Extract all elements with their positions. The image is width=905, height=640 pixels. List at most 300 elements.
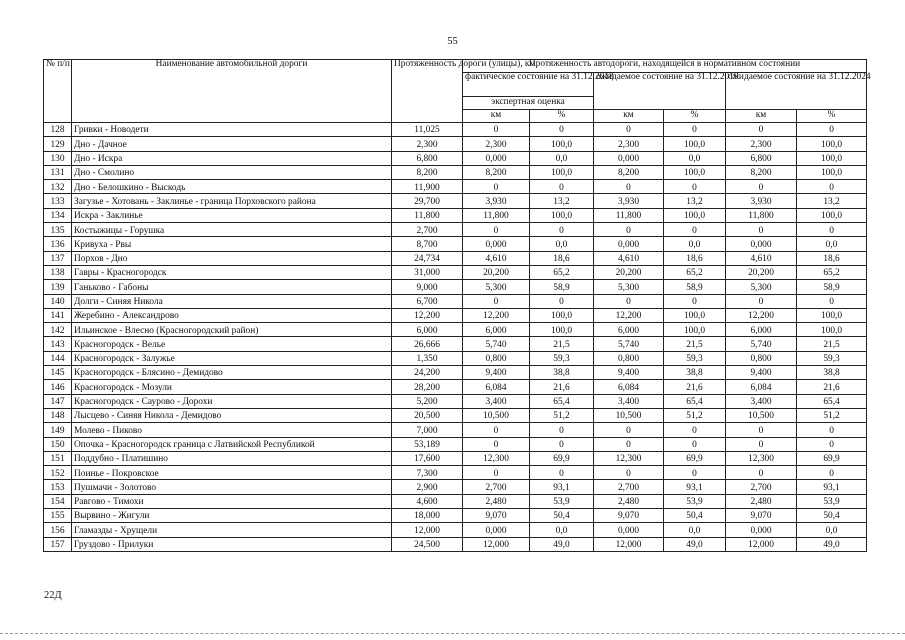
table-row <box>44 151 867 165</box>
expected-2024-km: 3,400 <box>726 394 797 408</box>
expected-2019-km: 12,200 <box>594 308 664 322</box>
road-name: Дно - Дачное <box>72 137 392 151</box>
road-name: Ильинское - Влесно (Красногородский район) <box>72 323 392 337</box>
expected-2019-pct: 49,0 <box>664 537 726 551</box>
actual-2018-pct: 51,2 <box>530 408 594 422</box>
expected-2019-pct: 0 <box>664 466 726 480</box>
road-name: Красногородск - Велье <box>72 337 392 351</box>
expected-2024-pct: 100,0 <box>797 323 867 337</box>
road-name: Дно - Искра <box>72 151 392 165</box>
table-row <box>44 123 867 137</box>
row-number: 142 <box>44 323 72 337</box>
expected-2024-pct: 65,2 <box>797 265 867 279</box>
expected-2024-km: 2,300 <box>726 137 797 151</box>
expected-2019-pct: 100,0 <box>664 308 726 322</box>
road-name: Красногородск - Залужье <box>72 351 392 365</box>
road-name: Кривуха - Рвы <box>72 237 392 251</box>
header-expected-2024: ожидаемое состояние на 31.12.2024 <box>726 73 867 110</box>
expected-2019-km: 2,480 <box>594 494 664 508</box>
table-row <box>44 280 867 294</box>
roads-table <box>43 59 871 552</box>
expected-2019-pct: 100,0 <box>664 323 726 337</box>
table-row <box>44 265 867 279</box>
actual-2018-km: 3,400 <box>463 394 530 408</box>
road-length: 53,189 <box>392 437 463 451</box>
expected-2024-pct: 100,0 <box>797 208 867 222</box>
table-row <box>44 509 867 523</box>
actual-2018-pct: 0 <box>530 123 594 137</box>
actual-2018-km: 0,000 <box>463 237 530 251</box>
actual-2018-pct: 59,3 <box>530 351 594 365</box>
expected-2024-km: 3,930 <box>726 194 797 208</box>
expected-2019-km: 0 <box>594 437 664 451</box>
expected-2019-km: 11,800 <box>594 208 664 222</box>
expected-2019-pct: 0 <box>664 123 726 137</box>
road-name: Вырвино - Жигули <box>72 509 392 523</box>
expected-2019-km: 0 <box>594 294 664 308</box>
row-number: 157 <box>44 537 72 551</box>
expected-2024-km: 0,000 <box>726 523 797 537</box>
table-row <box>44 337 867 351</box>
road-length: 2,900 <box>392 480 463 494</box>
road-name: Груздово - Прилуки <box>72 537 392 551</box>
expected-2019-km: 9,400 <box>594 366 664 380</box>
expected-2024-km: 6,084 <box>726 380 797 394</box>
actual-2018-km: 20,200 <box>463 265 530 279</box>
road-length: 2,300 <box>392 137 463 151</box>
table-row <box>44 437 867 451</box>
expected-2024-pct: 0 <box>797 437 867 451</box>
expected-2019-pct: 0,0 <box>664 237 726 251</box>
expected-2024-pct: 50,4 <box>797 509 867 523</box>
actual-2018-km: 11,800 <box>463 208 530 222</box>
road-length: 8,200 <box>392 165 463 179</box>
expected-2024-pct: 21,6 <box>797 380 867 394</box>
expected-2024-km: 12,000 <box>726 537 797 551</box>
road-length: 12,000 <box>392 523 463 537</box>
expected-2024-pct: 100,0 <box>797 165 867 179</box>
expected-2024-km: 0 <box>726 180 797 194</box>
road-name: Равгово - Тимохи <box>72 494 392 508</box>
expected-2024-pct: 38,8 <box>797 366 867 380</box>
expected-2019-km: 0 <box>594 423 664 437</box>
table-row <box>44 308 867 322</box>
expected-2024-pct: 0 <box>797 123 867 137</box>
road-length: 17,600 <box>392 451 463 465</box>
actual-2018-pct: 65,4 <box>530 394 594 408</box>
actual-2018-pct: 93,1 <box>530 480 594 494</box>
expected-2024-km: 9,400 <box>726 366 797 380</box>
header-road-length: Протяженность дороги (улицы), км <box>392 60 463 123</box>
road-length: 9,000 <box>392 280 463 294</box>
expected-2024-pct: 0,0 <box>797 237 867 251</box>
expected-2024-km: 4,610 <box>726 251 797 265</box>
road-name: Пушмачи - Золотово <box>72 480 392 494</box>
expected-2024-km: 10,500 <box>726 408 797 422</box>
actual-2018-km: 0 <box>463 123 530 137</box>
row-number: 151 <box>44 451 72 465</box>
road-length: 20,500 <box>392 408 463 422</box>
road-name: Лысцево - Синяя Никола - Демидово <box>72 408 392 422</box>
expected-2024-pct: 0,0 <box>797 523 867 537</box>
actual-2018-km: 9,070 <box>463 509 530 523</box>
road-length: 2,700 <box>392 223 463 237</box>
actual-2018-km: 6,084 <box>463 380 530 394</box>
actual-2018-km: 8,200 <box>463 165 530 179</box>
expected-2024-km: 0 <box>726 223 797 237</box>
table-row <box>44 237 867 251</box>
actual-2018-pct: 100,0 <box>530 165 594 179</box>
expected-2019-km: 3,930 <box>594 194 664 208</box>
expected-2024-pct: 69,9 <box>797 451 867 465</box>
expected-2019-km: 5,300 <box>594 280 664 294</box>
table-row <box>44 394 867 408</box>
road-length: 29,700 <box>392 194 463 208</box>
actual-2018-km: 12,200 <box>463 308 530 322</box>
table-row <box>44 366 867 380</box>
expected-2024-km: 6,000 <box>726 323 797 337</box>
actual-2018-km: 5,740 <box>463 337 530 351</box>
row-number: 131 <box>44 165 72 179</box>
road-length: 7,300 <box>392 466 463 480</box>
expected-2024-pct: 18,6 <box>797 251 867 265</box>
row-number: 153 <box>44 480 72 494</box>
table-row <box>44 165 867 179</box>
expected-2024-km: 9,070 <box>726 509 797 523</box>
row-number: 134 <box>44 208 72 222</box>
actual-2018-km: 0,000 <box>463 523 530 537</box>
actual-2018-km: 4,610 <box>463 251 530 265</box>
row-number: 128 <box>44 123 72 137</box>
row-number: 137 <box>44 251 72 265</box>
row-number: 149 <box>44 423 72 437</box>
table-row <box>44 408 867 422</box>
road-length: 11,025 <box>392 123 463 137</box>
header-road-name: Наименование автомобильной дороги <box>72 60 392 123</box>
road-name: Искра - Заклинье <box>72 208 392 222</box>
expected-2019-pct: 18,6 <box>664 251 726 265</box>
actual-2018-km: 12,300 <box>463 451 530 465</box>
road-length: 4,600 <box>392 494 463 508</box>
table-row <box>44 351 867 365</box>
table-row <box>44 251 867 265</box>
actual-2018-pct: 100,0 <box>530 137 594 151</box>
table-row <box>44 137 867 151</box>
actual-2018-km: 0 <box>463 180 530 194</box>
actual-2018-pct: 0 <box>530 294 594 308</box>
row-number: 133 <box>44 194 72 208</box>
road-length: 8,700 <box>392 237 463 251</box>
actual-2018-pct: 0 <box>530 466 594 480</box>
row-number: 139 <box>44 280 72 294</box>
expected-2024-km: 0 <box>726 423 797 437</box>
expected-2024-km: 5,300 <box>726 280 797 294</box>
road-name: Загузье - Хотовань - Заклинье - граница Порховского района <box>72 194 392 208</box>
header-normative-length: Протяженность автодороги, находящейся в нормативном состоянии <box>463 60 867 73</box>
actual-2018-pct: 0 <box>530 180 594 194</box>
header-pct-2019: % <box>664 110 726 123</box>
expected-2019-km: 9,070 <box>594 509 664 523</box>
expected-2019-km: 12,000 <box>594 537 664 551</box>
actual-2018-pct: 100,0 <box>530 208 594 222</box>
expected-2019-pct: 69,9 <box>664 451 726 465</box>
expected-2024-km: 2,700 <box>726 480 797 494</box>
expected-2019-pct: 13,2 <box>664 194 726 208</box>
expected-2019-km: 6,000 <box>594 323 664 337</box>
expected-2019-pct: 65,4 <box>664 394 726 408</box>
actual-2018-pct: 0,0 <box>530 237 594 251</box>
row-number: 147 <box>44 394 72 408</box>
expected-2019-pct: 21,6 <box>664 380 726 394</box>
row-number: 143 <box>44 337 72 351</box>
road-name: Жеребино - Александрово <box>72 308 392 322</box>
actual-2018-km: 0 <box>463 466 530 480</box>
road-length: 12,200 <box>392 308 463 322</box>
actual-2018-km: 0,000 <box>463 151 530 165</box>
expected-2019-km: 2,300 <box>594 137 664 151</box>
table-header <box>44 59 871 123</box>
road-name: Гривки - Новодети <box>72 123 392 137</box>
actual-2018-km: 2,300 <box>463 137 530 151</box>
row-number: 130 <box>44 151 72 165</box>
road-length: 7,000 <box>392 423 463 437</box>
expected-2024-km: 12,200 <box>726 308 797 322</box>
expected-2019-km: 3,400 <box>594 394 664 408</box>
expected-2024-pct: 59,3 <box>797 351 867 365</box>
expected-2024-pct: 0 <box>797 466 867 480</box>
header-expected-2019: ожидаемое состояние на 31.12.2019 <box>594 73 726 110</box>
row-number: 150 <box>44 437 72 451</box>
table-row <box>44 466 867 480</box>
expected-2024-km: 0 <box>726 466 797 480</box>
road-name: Порхов - Дно <box>72 251 392 265</box>
expected-2024-pct: 0 <box>797 223 867 237</box>
expected-2019-km: 0,000 <box>594 523 664 537</box>
road-length: 31,000 <box>392 265 463 279</box>
table-row <box>44 208 867 222</box>
expected-2024-pct: 58,9 <box>797 280 867 294</box>
actual-2018-km: 5,300 <box>463 280 530 294</box>
actual-2018-km: 0 <box>463 423 530 437</box>
expected-2024-pct: 93,1 <box>797 480 867 494</box>
row-number: 136 <box>44 237 72 251</box>
road-name: Красногородск - Мозули <box>72 380 392 394</box>
road-name: Гавры - Красногородск <box>72 265 392 279</box>
actual-2018-km: 0,800 <box>463 351 530 365</box>
header-num: № п/п <box>44 60 72 123</box>
row-number: 152 <box>44 466 72 480</box>
road-name: Поинье - Покровское <box>72 466 392 480</box>
expected-2019-pct: 0,0 <box>664 151 726 165</box>
header-actual-2018: фактическое состояние на 31.12.2018 <box>463 73 594 97</box>
expected-2024-pct: 100,0 <box>797 137 867 151</box>
expected-2024-pct: 53,9 <box>797 494 867 508</box>
expected-2019-pct: 0 <box>664 294 726 308</box>
expected-2019-km: 0 <box>594 223 664 237</box>
row-number: 135 <box>44 223 72 237</box>
actual-2018-km: 2,700 <box>463 480 530 494</box>
table-row <box>44 294 867 308</box>
header-expert-estimate: экспертная оценка <box>463 97 594 110</box>
header-pct-2018: % <box>530 110 594 123</box>
road-name: Опочка - Красногородск граница с Латвийской Республикой <box>72 437 392 451</box>
expected-2024-km: 8,200 <box>726 165 797 179</box>
expected-2019-pct: 100,0 <box>664 137 726 151</box>
table-row <box>44 323 867 337</box>
header-km-2019: км <box>594 110 664 123</box>
row-number: 154 <box>44 494 72 508</box>
road-length: 24,200 <box>392 366 463 380</box>
expected-2019-pct: 100,0 <box>664 165 726 179</box>
header-km-2018: км <box>463 110 530 123</box>
actual-2018-pct: 21,5 <box>530 337 594 351</box>
expected-2024-km: 6,800 <box>726 151 797 165</box>
expected-2019-pct: 0 <box>664 437 726 451</box>
actual-2018-pct: 100,0 <box>530 308 594 322</box>
road-name: Молево - Пиково <box>72 423 392 437</box>
actual-2018-km: 0 <box>463 294 530 308</box>
actual-2018-pct: 38,8 <box>530 366 594 380</box>
road-name: Долги - Синяя Никола <box>72 294 392 308</box>
page-edge-rule <box>0 633 905 634</box>
table-row <box>44 194 867 208</box>
expected-2019-pct: 50,4 <box>664 509 726 523</box>
road-length: 24,500 <box>392 537 463 551</box>
expected-2019-pct: 38,8 <box>664 366 726 380</box>
expected-2019-pct: 58,9 <box>664 280 726 294</box>
road-length: 1,350 <box>392 351 463 365</box>
expected-2019-pct: 0 <box>664 180 726 194</box>
road-name: Ганьково - Габоны <box>72 280 392 294</box>
expected-2024-pct: 51,2 <box>797 408 867 422</box>
expected-2019-km: 4,610 <box>594 251 664 265</box>
road-length: 6,800 <box>392 151 463 165</box>
expected-2019-km: 0 <box>594 123 664 137</box>
actual-2018-pct: 18,6 <box>530 251 594 265</box>
table-row <box>44 537 867 551</box>
row-number: 156 <box>44 523 72 537</box>
expected-2024-pct: 100,0 <box>797 308 867 322</box>
expected-2019-pct: 51,2 <box>664 408 726 422</box>
actual-2018-km: 0 <box>463 437 530 451</box>
expected-2024-pct: 0 <box>797 180 867 194</box>
expected-2019-pct: 0 <box>664 223 726 237</box>
actual-2018-km: 12,000 <box>463 537 530 551</box>
actual-2018-pct: 0 <box>530 423 594 437</box>
actual-2018-km: 6,000 <box>463 323 530 337</box>
expected-2019-pct: 65,2 <box>664 265 726 279</box>
actual-2018-km: 3,930 <box>463 194 530 208</box>
road-name: Гламазды - Хрущели <box>72 523 392 537</box>
road-length: 11,800 <box>392 208 463 222</box>
expected-2019-pct: 21,5 <box>664 337 726 351</box>
table-row <box>44 523 867 537</box>
row-number: 148 <box>44 408 72 422</box>
expected-2019-km: 6,084 <box>594 380 664 394</box>
expected-2024-km: 5,740 <box>726 337 797 351</box>
row-number: 141 <box>44 308 72 322</box>
expected-2024-km: 0 <box>726 294 797 308</box>
expected-2019-pct: 59,3 <box>664 351 726 365</box>
expected-2019-km: 0,000 <box>594 237 664 251</box>
table-row <box>44 380 867 394</box>
expected-2019-pct: 53,9 <box>664 494 726 508</box>
expected-2024-pct: 49,0 <box>797 537 867 551</box>
road-length: 6,000 <box>392 323 463 337</box>
expected-2024-km: 0,000 <box>726 237 797 251</box>
actual-2018-pct: 49,0 <box>530 537 594 551</box>
row-number: 146 <box>44 380 72 394</box>
row-number: 138 <box>44 265 72 279</box>
actual-2018-pct: 50,4 <box>530 509 594 523</box>
expected-2019-km: 0,800 <box>594 351 664 365</box>
actual-2018-km: 9,400 <box>463 366 530 380</box>
road-name: Дно - Белошкино - Выскодь <box>72 180 392 194</box>
actual-2018-km: 2,480 <box>463 494 530 508</box>
road-length: 28,200 <box>392 380 463 394</box>
row-number: 155 <box>44 509 72 523</box>
expected-2019-km: 2,700 <box>594 480 664 494</box>
actual-2018-pct: 13,2 <box>530 194 594 208</box>
road-length: 11,900 <box>392 180 463 194</box>
expected-2024-km: 12,300 <box>726 451 797 465</box>
expected-2024-pct: 100,0 <box>797 151 867 165</box>
expected-2019-km: 12,300 <box>594 451 664 465</box>
expected-2019-pct: 0,0 <box>664 523 726 537</box>
actual-2018-pct: 58,9 <box>530 280 594 294</box>
road-name: Поддубно - Платишино <box>72 451 392 465</box>
road-name: Красногородск - Блясино - Демидово <box>72 366 392 380</box>
expected-2024-km: 11,800 <box>726 208 797 222</box>
road-length: 5,200 <box>392 394 463 408</box>
expected-2024-km: 0 <box>726 437 797 451</box>
actual-2018-pct: 65,2 <box>530 265 594 279</box>
row-number: 145 <box>44 366 72 380</box>
actual-2018-pct: 21,6 <box>530 380 594 394</box>
actual-2018-pct: 69,9 <box>530 451 594 465</box>
expected-2024-km: 2,480 <box>726 494 797 508</box>
expected-2024-pct: 0 <box>797 294 867 308</box>
expected-2019-pct: 0 <box>664 423 726 437</box>
expected-2019-km: 8,200 <box>594 165 664 179</box>
page-number: 55 <box>447 36 458 47</box>
table-row <box>44 423 867 437</box>
expected-2019-km: 5,740 <box>594 337 664 351</box>
expected-2024-km: 0 <box>726 123 797 137</box>
actual-2018-pct: 0 <box>530 223 594 237</box>
road-length: 18,000 <box>392 509 463 523</box>
road-name: Костыжицы - Горушка <box>72 223 392 237</box>
road-name: Красногородск - Саурово - Дорохи <box>72 394 392 408</box>
expected-2019-km: 0 <box>594 180 664 194</box>
expected-2019-km: 0,000 <box>594 151 664 165</box>
expected-2019-km: 20,200 <box>594 265 664 279</box>
row-number: 129 <box>44 137 72 151</box>
header-pct-2024: % <box>797 110 867 123</box>
actual-2018-pct: 53,9 <box>530 494 594 508</box>
expected-2019-km: 10,500 <box>594 408 664 422</box>
road-length: 24,734 <box>392 251 463 265</box>
expected-2019-pct: 100,0 <box>664 208 726 222</box>
actual-2018-km: 0 <box>463 223 530 237</box>
table-row <box>44 223 867 237</box>
actual-2018-pct: 0 <box>530 437 594 451</box>
actual-2018-km: 10,500 <box>463 408 530 422</box>
header-km-2024: км <box>726 110 797 123</box>
footer-code: 22Д <box>44 590 62 601</box>
expected-2024-pct: 13,2 <box>797 194 867 208</box>
road-name: Дно - Смолино <box>72 165 392 179</box>
